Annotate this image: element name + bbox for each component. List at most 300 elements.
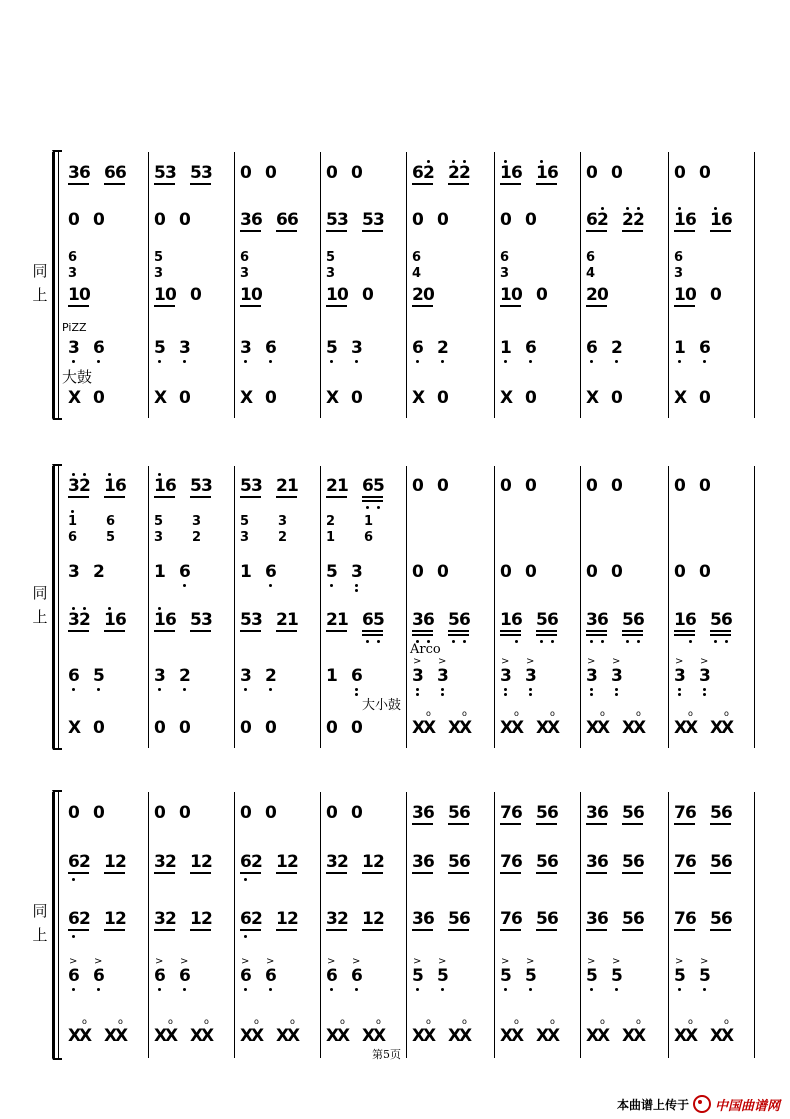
- note: 5: [373, 610, 385, 630]
- beat-underline: [154, 183, 175, 185]
- note: 5: [93, 666, 105, 686]
- chord-note: 5: [154, 514, 164, 529]
- barline: [406, 792, 407, 1058]
- octave-dot-below: [590, 640, 593, 643]
- page-number: 第5页: [372, 1048, 401, 1061]
- note: 6: [423, 852, 435, 872]
- note: X: [68, 388, 82, 408]
- octave-dot-below: [590, 688, 593, 691]
- chord-note: 5: [240, 514, 250, 529]
- note: 0: [611, 562, 623, 582]
- beat-underline: [586, 230, 607, 232]
- beat-underline: [448, 872, 469, 874]
- beat-underline: [674, 305, 695, 307]
- note: X: [586, 1026, 600, 1046]
- barline: [234, 466, 235, 748]
- note: 6: [511, 163, 523, 183]
- note: X: [423, 1026, 437, 1046]
- note: 0: [536, 285, 548, 305]
- octave-dot-below: [601, 640, 604, 643]
- octave-dot-above: [626, 207, 629, 210]
- note: 0: [500, 210, 512, 230]
- note: 0: [597, 285, 609, 305]
- note: X: [326, 1026, 340, 1046]
- beat-underline: [674, 630, 695, 632]
- beat-underline: [240, 929, 261, 931]
- note: X: [165, 1026, 179, 1046]
- note: X: [337, 1026, 351, 1046]
- open-hit-mark: o: [82, 1017, 87, 1026]
- octave-dot-below: [703, 360, 706, 363]
- barline: [148, 152, 149, 418]
- note: 3: [412, 803, 424, 823]
- note: 0: [500, 476, 512, 496]
- octave-dot-below: [72, 988, 75, 991]
- note: 1: [276, 909, 288, 929]
- brace-top-hook: [52, 150, 62, 161]
- note: 5: [500, 966, 512, 986]
- note: 1: [68, 285, 80, 305]
- row-label: PiZZ: [62, 321, 87, 334]
- beat-underline: [412, 183, 433, 185]
- note: 1: [154, 476, 166, 496]
- note: 6: [459, 803, 471, 823]
- note: 0: [179, 718, 191, 738]
- octave-dot-below: [615, 693, 618, 696]
- beat-underline: [68, 872, 89, 874]
- note: 2: [93, 562, 105, 582]
- barline: [668, 792, 669, 1058]
- octave-dot-below: [452, 640, 455, 643]
- accent-mark: >: [266, 956, 275, 967]
- octave-dot-below: [714, 640, 717, 643]
- beat-underline: [536, 183, 557, 185]
- octave-dot-below: [463, 640, 466, 643]
- note: 3: [68, 338, 80, 358]
- octave-dot-below: [355, 360, 358, 363]
- barline: [320, 792, 321, 1058]
- beat-underline: [622, 634, 643, 636]
- note: 6: [265, 966, 277, 986]
- note: 6: [685, 210, 697, 230]
- note: 1: [500, 163, 512, 183]
- octave-dot-above: [108, 473, 111, 476]
- accent-mark: >: [675, 956, 684, 967]
- note: 2: [287, 909, 299, 929]
- note: 3: [165, 163, 177, 183]
- chord-note: 5: [326, 250, 336, 265]
- octave-dot-below: [515, 640, 518, 643]
- note: 0: [179, 388, 191, 408]
- octave-dot-below: [158, 688, 161, 691]
- octave-dot-below: [97, 688, 100, 691]
- chord-note: 3: [240, 530, 250, 545]
- beat-underline: [500, 305, 521, 307]
- note: 6: [68, 666, 80, 686]
- beat-underline: [536, 823, 557, 825]
- barline: [580, 152, 581, 418]
- beat-underline: [68, 630, 89, 632]
- note: 0: [337, 285, 349, 305]
- note: 6: [165, 476, 177, 496]
- system-brace: [52, 152, 55, 418]
- note: 1: [500, 285, 512, 305]
- note: 5: [326, 338, 338, 358]
- octave-dot-above: [540, 160, 543, 163]
- accent-mark: >: [700, 656, 709, 667]
- open-hit-mark: o: [204, 1017, 209, 1026]
- note: 0: [525, 210, 537, 230]
- beat-underline: [536, 630, 557, 632]
- beat-underline: [104, 630, 125, 632]
- note: 6: [179, 966, 191, 986]
- open-hit-mark: o: [636, 1017, 641, 1026]
- octave-dot-above: [158, 607, 161, 610]
- octave-dot-above: [83, 607, 86, 610]
- note: 0: [710, 285, 722, 305]
- octave-dot-above: [72, 473, 75, 476]
- open-hit-mark: o: [290, 1017, 295, 1026]
- note: 1: [104, 909, 116, 929]
- note: 6: [79, 163, 91, 183]
- octave-dot-below: [366, 506, 369, 509]
- note: 2: [79, 852, 91, 872]
- note: 0: [93, 803, 105, 823]
- note: 0: [351, 163, 363, 183]
- beat-underline: [68, 183, 89, 185]
- beat-underline: [674, 872, 695, 874]
- note: 0: [611, 476, 623, 496]
- octave-dot-below: [355, 589, 358, 592]
- octave-dot-below: [615, 688, 618, 691]
- accent-mark: >: [438, 956, 447, 967]
- side-label-char: 同: [32, 262, 48, 280]
- note: 0: [586, 163, 598, 183]
- note: X: [547, 1026, 561, 1046]
- note: X: [721, 1026, 735, 1046]
- octave-dot-below: [441, 693, 444, 696]
- note: 1: [710, 210, 722, 230]
- accent-mark: >: [612, 956, 621, 967]
- octave-dot-above: [452, 160, 455, 163]
- octave-dot-below: [441, 988, 444, 991]
- beat-underline: [240, 630, 261, 632]
- note: 0: [265, 718, 277, 738]
- beat-underline: [448, 183, 469, 185]
- note: 5: [622, 909, 634, 929]
- octave-dot-below: [72, 688, 75, 691]
- octave-dot-below: [504, 693, 507, 696]
- note: 6: [685, 803, 697, 823]
- note: 6: [179, 562, 191, 582]
- octave-dot-below: [183, 360, 186, 363]
- accent-mark: >: [69, 956, 78, 967]
- beat-underline: [586, 630, 607, 632]
- note: X: [412, 1026, 426, 1046]
- note: 2: [287, 852, 299, 872]
- octave-dot-below: [626, 640, 629, 643]
- note: 0: [265, 803, 277, 823]
- note: 0: [154, 803, 166, 823]
- accent-mark: >: [413, 956, 422, 967]
- note: 6: [93, 966, 105, 986]
- chord-note: 6: [500, 250, 510, 265]
- barline: [406, 466, 407, 748]
- note: X: [201, 1026, 215, 1046]
- note: 5: [448, 610, 460, 630]
- note: 6: [721, 210, 733, 230]
- brace-bottom-hook: [52, 1058, 62, 1069]
- note: X: [412, 388, 426, 408]
- barline: [754, 466, 755, 748]
- note: 6: [459, 852, 471, 872]
- note: 6: [251, 210, 263, 230]
- note: 7: [500, 852, 512, 872]
- octave-dot-below: [590, 693, 593, 696]
- accent-mark: >: [501, 656, 510, 667]
- note: 5: [622, 803, 634, 823]
- chord-note: 3: [68, 266, 78, 281]
- note: 5: [622, 610, 634, 630]
- chord-note: 1: [68, 514, 78, 529]
- chord-note: 1: [326, 530, 336, 545]
- note: 6: [699, 338, 711, 358]
- beat-underline: [500, 929, 521, 931]
- note: 7: [674, 909, 686, 929]
- chord-note: 6: [364, 530, 374, 545]
- open-hit-mark: o: [118, 1017, 123, 1026]
- open-hit-mark: o: [724, 1017, 729, 1026]
- octave-dot-above: [678, 207, 681, 210]
- note: 6: [362, 610, 374, 630]
- chord-note: 6: [412, 250, 422, 265]
- note: 3: [437, 666, 449, 686]
- note: 2: [373, 852, 385, 872]
- note: 3: [201, 610, 213, 630]
- accent-mark: >: [587, 956, 596, 967]
- beat-underline: [326, 630, 347, 632]
- note: 5: [710, 610, 722, 630]
- barline: [148, 466, 149, 748]
- octave-dot-below: [529, 688, 532, 691]
- note: 3: [326, 909, 338, 929]
- note: 0: [685, 285, 697, 305]
- system-brace: [52, 792, 55, 1058]
- note: 0: [412, 562, 424, 582]
- octave-dot-below: [330, 988, 333, 991]
- note: 3: [586, 909, 598, 929]
- note: 6: [597, 852, 609, 872]
- side-label-char: 上: [32, 926, 48, 944]
- octave-dot-below: [529, 360, 532, 363]
- note: X: [500, 388, 514, 408]
- brace-bottom-hook: [52, 748, 62, 759]
- note: X: [597, 1026, 611, 1046]
- note: 2: [611, 338, 623, 358]
- octave-dot-below: [377, 506, 380, 509]
- note: 6: [459, 909, 471, 929]
- note: X: [190, 1026, 204, 1046]
- note: 1: [674, 210, 686, 230]
- beat-underline: [240, 872, 261, 874]
- chord-note: 3: [674, 266, 684, 281]
- note: X: [511, 1026, 525, 1046]
- note: 5: [525, 966, 537, 986]
- note: X: [251, 1026, 265, 1046]
- note: 6: [511, 909, 523, 929]
- note: 6: [547, 610, 559, 630]
- note: 6: [547, 852, 559, 872]
- octave-dot-below: [416, 693, 419, 696]
- beat-underline: [622, 630, 643, 632]
- beat-underline: [154, 630, 175, 632]
- beat-underline: [190, 496, 211, 498]
- note: 2: [597, 210, 609, 230]
- open-hit-mark: o: [600, 1017, 605, 1026]
- brace-top-hook: [52, 790, 62, 801]
- note: 0: [240, 163, 252, 183]
- note: 5: [437, 966, 449, 986]
- note: 6: [586, 210, 598, 230]
- note: 6: [586, 338, 598, 358]
- note: 6: [412, 338, 424, 358]
- note: X: [104, 1026, 118, 1046]
- note: 5: [611, 966, 623, 986]
- chord-note: 6: [68, 250, 78, 265]
- note: 5: [448, 852, 460, 872]
- note: 6: [459, 610, 471, 630]
- note: 0: [179, 803, 191, 823]
- note: 1: [500, 338, 512, 358]
- beat-underline: [240, 496, 261, 498]
- note: 6: [287, 210, 299, 230]
- octave-dot-below: [529, 693, 532, 696]
- note: 3: [412, 909, 424, 929]
- note: 0: [412, 210, 424, 230]
- octave-dot-below: [637, 640, 640, 643]
- note: 7: [674, 803, 686, 823]
- row-label: 大鼓: [62, 368, 93, 386]
- octave-dot-below: [158, 988, 161, 991]
- note: X: [622, 718, 636, 738]
- note: 2: [179, 666, 191, 686]
- beat-underline: [190, 630, 211, 632]
- note: 5: [710, 852, 722, 872]
- note: 5: [240, 476, 252, 496]
- octave-dot-below: [244, 878, 247, 881]
- octave-dot-below: [269, 988, 272, 991]
- note: 0: [699, 476, 711, 496]
- row-label: Arco: [410, 642, 441, 657]
- note: 6: [240, 852, 252, 872]
- note: 2: [201, 852, 213, 872]
- note: 6: [597, 610, 609, 630]
- note: 3: [68, 562, 80, 582]
- note: 6: [93, 338, 105, 358]
- note: 0: [362, 285, 374, 305]
- octave-dot-below: [72, 878, 75, 881]
- note: X: [500, 1026, 514, 1046]
- note: 6: [154, 966, 166, 986]
- footer-upload-text: 本曲谱上传于: [616, 1097, 689, 1112]
- note: 6: [721, 610, 733, 630]
- note: 6: [511, 803, 523, 823]
- octave-dot-below: [441, 360, 444, 363]
- note: X: [710, 718, 724, 738]
- note: 1: [240, 562, 252, 582]
- side-label-char: 同: [32, 584, 48, 602]
- note: X: [459, 1026, 473, 1046]
- note: 3: [500, 666, 512, 686]
- beat-underline: [190, 183, 211, 185]
- open-hit-mark: o: [688, 709, 693, 718]
- note: 2: [79, 476, 91, 496]
- beat-underline: [412, 305, 433, 307]
- octave-dot-above: [504, 160, 507, 163]
- note: 3: [611, 666, 623, 686]
- accent-mark: >: [241, 956, 250, 967]
- note: 2: [373, 909, 385, 929]
- beat-underline: [362, 496, 383, 498]
- note: 6: [423, 610, 435, 630]
- beat-underline: [586, 305, 607, 307]
- beat-underline: [674, 823, 695, 825]
- note: 6: [326, 966, 338, 986]
- beat-underline: [674, 634, 695, 636]
- note: 6: [525, 338, 537, 358]
- beat-underline: [674, 929, 695, 931]
- note: 5: [710, 909, 722, 929]
- note: X: [68, 718, 82, 738]
- note: 5: [536, 610, 548, 630]
- note: 2: [251, 909, 263, 929]
- octave-dot-below: [416, 988, 419, 991]
- note: 5: [326, 210, 338, 230]
- note: 1: [362, 852, 374, 872]
- chord-note: 5: [106, 530, 116, 545]
- note: 0: [68, 210, 80, 230]
- note: 6: [721, 852, 733, 872]
- accent-mark: >: [94, 956, 103, 967]
- chord-note: 6: [106, 514, 116, 529]
- note: 6: [276, 210, 288, 230]
- chord-note: 3: [154, 530, 164, 545]
- note: 1: [500, 610, 512, 630]
- note: 3: [240, 666, 252, 686]
- note: 6: [511, 610, 523, 630]
- beat-underline: [536, 929, 557, 931]
- note: 6: [240, 966, 252, 986]
- note: 6: [351, 966, 363, 986]
- barline: [234, 152, 235, 418]
- note: 0: [511, 285, 523, 305]
- note: 5: [190, 610, 202, 630]
- note: 6: [423, 803, 435, 823]
- note: 3: [412, 666, 424, 686]
- note: X: [287, 1026, 301, 1046]
- note: 2: [326, 476, 338, 496]
- note: 5: [154, 163, 166, 183]
- note: 5: [362, 210, 374, 230]
- note: 6: [68, 966, 80, 986]
- beat-underline: [500, 872, 521, 874]
- footer-site-name: 中国曲谱网: [714, 1098, 780, 1114]
- note: 3: [351, 338, 363, 358]
- note: 0: [437, 562, 449, 582]
- note: 2: [276, 476, 288, 496]
- beat-underline: [622, 929, 643, 931]
- note: 6: [721, 803, 733, 823]
